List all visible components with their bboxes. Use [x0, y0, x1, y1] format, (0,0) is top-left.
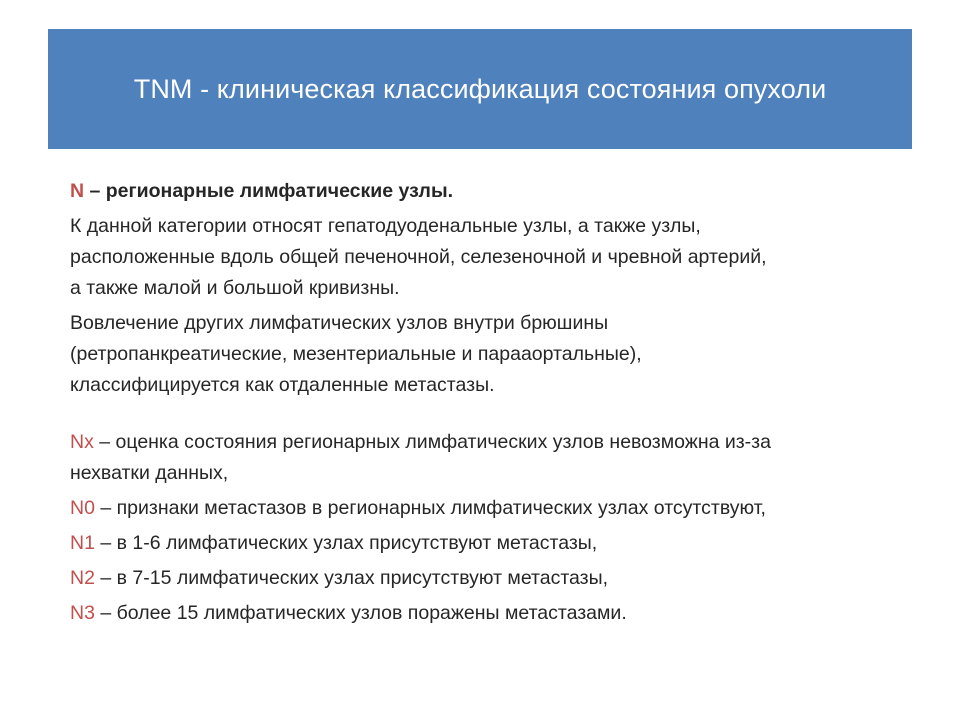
- category-item-n3: [70, 598, 930, 629]
- paragraph-line: а также малой и большой кривизны.: [70, 277, 400, 299]
- category-text: – признаки метастазов в регионарных лимфатических узлах отсутствуют,: [94, 497, 766, 519]
- category-text: – в 1-6 лимфатических узлах присутствуют метастазы,: [94, 532, 598, 554]
- paragraph-definition: [70, 211, 930, 304]
- category-text: нехватки данных,: [70, 462, 229, 484]
- category-code: N2: [70, 567, 95, 589]
- heading-code: N: [70, 180, 85, 202]
- category-item-n0: [70, 493, 930, 524]
- paragraph-line: К данной категории относят гепатодуоденальные узлы, а также узлы,: [70, 215, 701, 237]
- title-bar: [48, 29, 912, 149]
- category-item-nx: [70, 427, 930, 489]
- category-text: – в 7-15 лимфатических узлах присутствуют метастазы,: [94, 567, 609, 589]
- section-heading: [70, 176, 930, 207]
- paragraph-distant-metastases: [70, 308, 930, 401]
- category-text: – более 15 лимфатических узлов поражены метастазами.: [94, 602, 627, 624]
- category-code: N0: [70, 497, 95, 519]
- heading-text: – регионарные лимфатические узлы.: [84, 180, 454, 202]
- slide-title: TNM - клиническая классификация состояния опухоли: [133, 73, 827, 104]
- paragraph-line: расположенные вдоль общей печеночной, селезеночной и чревной артерий,: [70, 246, 767, 268]
- category-code: N3: [70, 602, 95, 624]
- category-code: N1: [70, 532, 95, 554]
- paragraph-line: классифицируется как отдаленные метастазы.: [70, 374, 495, 396]
- slide-body: [70, 176, 930, 633]
- paragraph-line: (ретропанкреатические, мезентериальные и парааортальные),: [70, 343, 642, 365]
- category-text: – оценка состояния регионарных лимфатических узлов невозможна из-за: [93, 431, 771, 453]
- category-item-n2: [70, 563, 930, 594]
- spacer: [70, 405, 930, 427]
- category-item-n1: [70, 528, 930, 559]
- category-code: Nx: [70, 431, 94, 453]
- paragraph-line: Вовлечение других лимфатических узлов внутри брюшины: [70, 312, 609, 334]
